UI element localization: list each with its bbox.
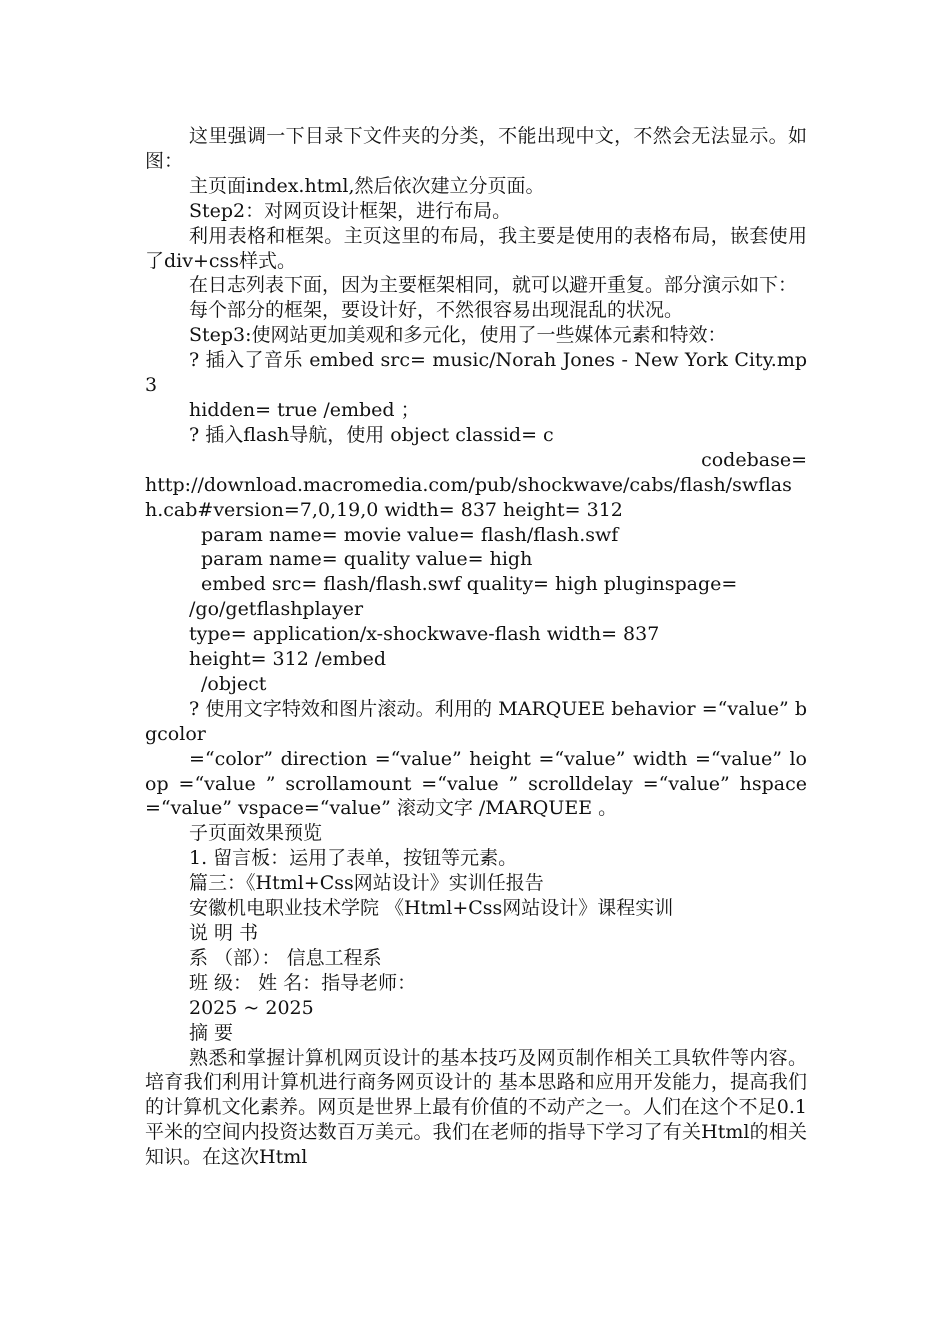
- paragraph-marquee: ? 使用文字特效和图片滚动。利用的 MARQUEE behavior =“value” bgcolor: [145, 697, 807, 745]
- paragraph-insert-flash: ? 插入flash导航，使用 object classid= c: [189, 423, 554, 446]
- list-item-guestbook: 1. 留言板：运用了表单，按钮等元素。: [189, 847, 518, 870]
- code-line-type: type= application/x-shockwave-flash width= 837: [189, 623, 660, 646]
- paragraph-insert-music: ? 插入了音乐 embed src= music/Norah Jones - New York City.mp3: [145, 349, 807, 397]
- school-course-title: 安徽机电职业技术学院 《Html+Css网站设计》课程实训: [189, 897, 674, 920]
- heading-part-three: 篇三：《Html+Css网站设计》实训任报告: [189, 872, 544, 895]
- code-line-getflashplayer: /go/getflashplayer: [189, 598, 364, 621]
- heading-step3: Step3:使网站更加美观和多元化，使用了一些媒体元素和特效：: [189, 324, 727, 347]
- paragraph-layout: 利用表格和框架。主页这里的布局，我主要是使用的表格布局，嵌套使用了div+css样式。: [145, 224, 807, 272]
- department-field: 系 （部）： 信息工程系: [189, 946, 382, 969]
- code-line-object-close: /object: [201, 672, 267, 695]
- class-name-teacher-field: 班 级： 姓 名：指导老师：: [189, 971, 417, 994]
- year-range: 2025 ~ 2025: [189, 996, 314, 1019]
- heading-subpage-preview: 子页面效果预览: [189, 822, 323, 845]
- code-line-param-movie: param name= movie value= flash/flash.swf: [201, 523, 619, 546]
- heading-step2: Step2：对网页设计框架，进行布局。: [189, 199, 512, 222]
- code-line-hidden: hidden= true /embed ；: [189, 398, 420, 421]
- paragraph-home-page: 主页面index.html,然后依次建立分页面。: [189, 174, 545, 197]
- paragraph-folder-naming: 这里强调一下目录下文件夹的分类，不能出现中文，不然会无法显示。如图：: [145, 125, 807, 172]
- abstract-heading: 摘 要: [189, 1021, 234, 1044]
- document-page: [145, 124, 807, 1170]
- code-line-param-quality: param name= quality value= high: [201, 548, 533, 571]
- code-line-height: height= 312 /embed: [189, 648, 387, 671]
- paragraph-log-list: 在日志列表下面，因为主要框架相同，就可以避开重复。部分演示如下：: [189, 274, 798, 297]
- abstract-body: 熟悉和掌握计算机网页设计的基本技巧及网页制作相关工具软件等内容。培育我们利用计算机进行商务网页设计的 基本思路和应用开发能力，提高我们的计算机文化素养。网页是世界上最有价值的不动产之一。人们在这个不足0.1平米的空间内投资达数百万美元。我们在老师的指导下学习了有关Html的相关知识。在这次Html: [145, 1046, 807, 1169]
- code-line-embed: embed src= flash/flash.swf quality= high pluginspage=: [201, 573, 738, 596]
- code-line-codebase: codebase=: [701, 448, 807, 471]
- paragraph-frame-design: 每个部分的框架，要设计好，不然很容易出现混乱的状况。: [189, 299, 684, 322]
- code-line-url: http://download.macromedia.com/pub/shockwave/cabs/flash/swflash.cab#version=7,0,19,0 width= 837 height= 312: [145, 473, 792, 521]
- manual-title: 说 明 书: [189, 922, 259, 944]
- paragraph-marquee-attributes: =“color” direction =“value” height =“value” width =“value” loop =“value ” scrollamount =“value ” scrolldelay =“value” hspace=“value” vspace=“value” 滚动文字 /MARQUEE 。: [145, 747, 807, 820]
